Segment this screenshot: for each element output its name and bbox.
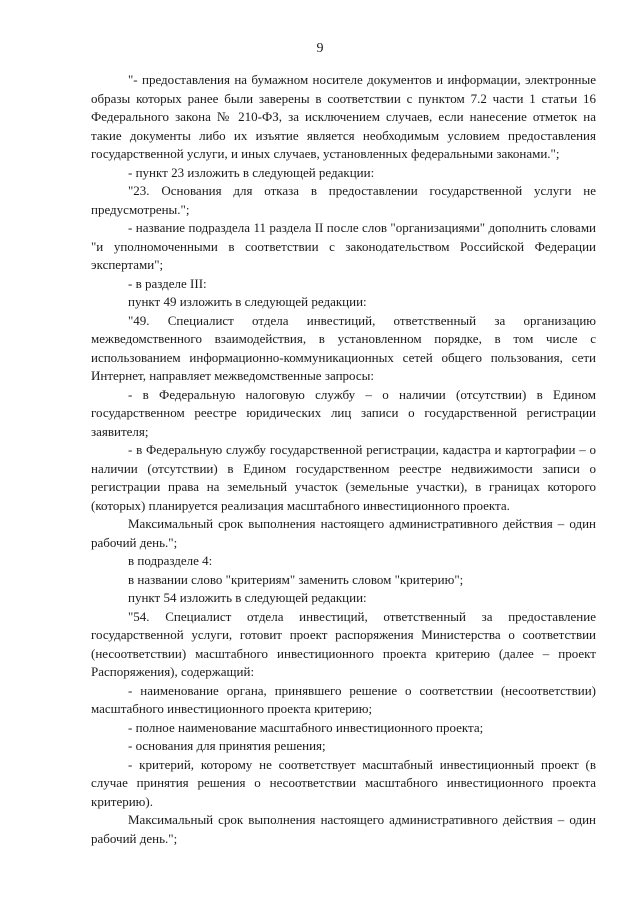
paragraph-10: Максимальный срок выполнения настоящего административного действия – один рабочий день.";: [91, 516, 596, 550]
paragraph-14: "54. Специалист отдела инвестиций, ответственный за предоставление государственной услуги, готовит проект распоряжения Министерства о соответствии (несоответствии) масштабного инвестиционного проекта критерию (далее – проект Распоряжения), содержащий:: [91, 608, 596, 679]
paragraph-4: - название подраздела 11 раздела II после слов "организациями" дополнить словами "и уполномоченными в соответствии с законодательством Российской Федерации экспертами";: [91, 220, 596, 272]
paragraph-6: пункт 49 изложить в следующей редакции:: [128, 294, 367, 309]
paragraph-1: "- предоставления на бумажном носителе документов и информации, электронные образы которых ранее были заверены в соответствии с пунктом 7.2 части 1 статьи 16 Федерального закона № 210-ФЗ, за исключением случаев, если нанесение отметок на такие документы либо их изъятие является необходимым условием предоставления государственной услуги, и иных случаев, установленных федеральными законами.";: [91, 72, 596, 161]
paragraph-17: - основания для принятия решения;: [128, 738, 326, 753]
paragraph-16: - полное наименование масштабного инвестиционного проекта;: [128, 719, 484, 735]
paragraph-19: Максимальный срок выполнения настоящего административного действия – один рабочий день.";: [91, 812, 596, 846]
paragraph-3: "23. Основания для отказа в предоставлении государственной услуги не предусмотрены.";: [91, 183, 596, 217]
document-body: [91, 71, 596, 848]
page-number: 9: [316, 41, 324, 56]
paragraph-12: в названии слово "критериям" заменить словом "критерию";: [128, 571, 464, 587]
paragraph-2: - пункт 23 изложить в следующей редакции:: [128, 164, 375, 180]
paragraph-13: пункт 54 изложить в следующей редакции:: [128, 590, 367, 605]
paragraph-9: - в Федеральную службу государственной регистрации, кадастра и картографии – о наличии (отсутствии) в Едином государственном реестре недвижимости записи о регистрации права на земельный участок (земельные участки), в границах которого (которых) планируется реализация масштабного инвестиционного проекта.: [91, 442, 596, 513]
paragraph-11: в подразделе 4:: [128, 553, 213, 568]
paragraph-7: "49. Специалист отдела инвестиций, ответственный за организацию межведомственного взаимодействия, в установленном порядке, в том числе с использованием информационно-коммуникационных сетей общего пользования, сети Интернет, направляет межведомственные запросы:: [91, 312, 596, 383]
paragraph-8: - в Федеральную налоговую службу – о наличии (отсутствии) в Едином государственном реестре юридических лиц записи о государственной регистрации заявителя;: [91, 386, 596, 439]
paragraph-15: - наименование органа, принявшего решение о соответствии (несоответствии) масштабного инвестиционного проекта критерию;: [91, 682, 596, 716]
paragraph-5: - в разделе III:: [128, 275, 207, 291]
paragraph-18: - критерий, которому не соответствует масштабный инвестиционный проект (в случае принятия решения о несоответствии масштабного инвестиционного проекта критерию).: [91, 756, 596, 809]
